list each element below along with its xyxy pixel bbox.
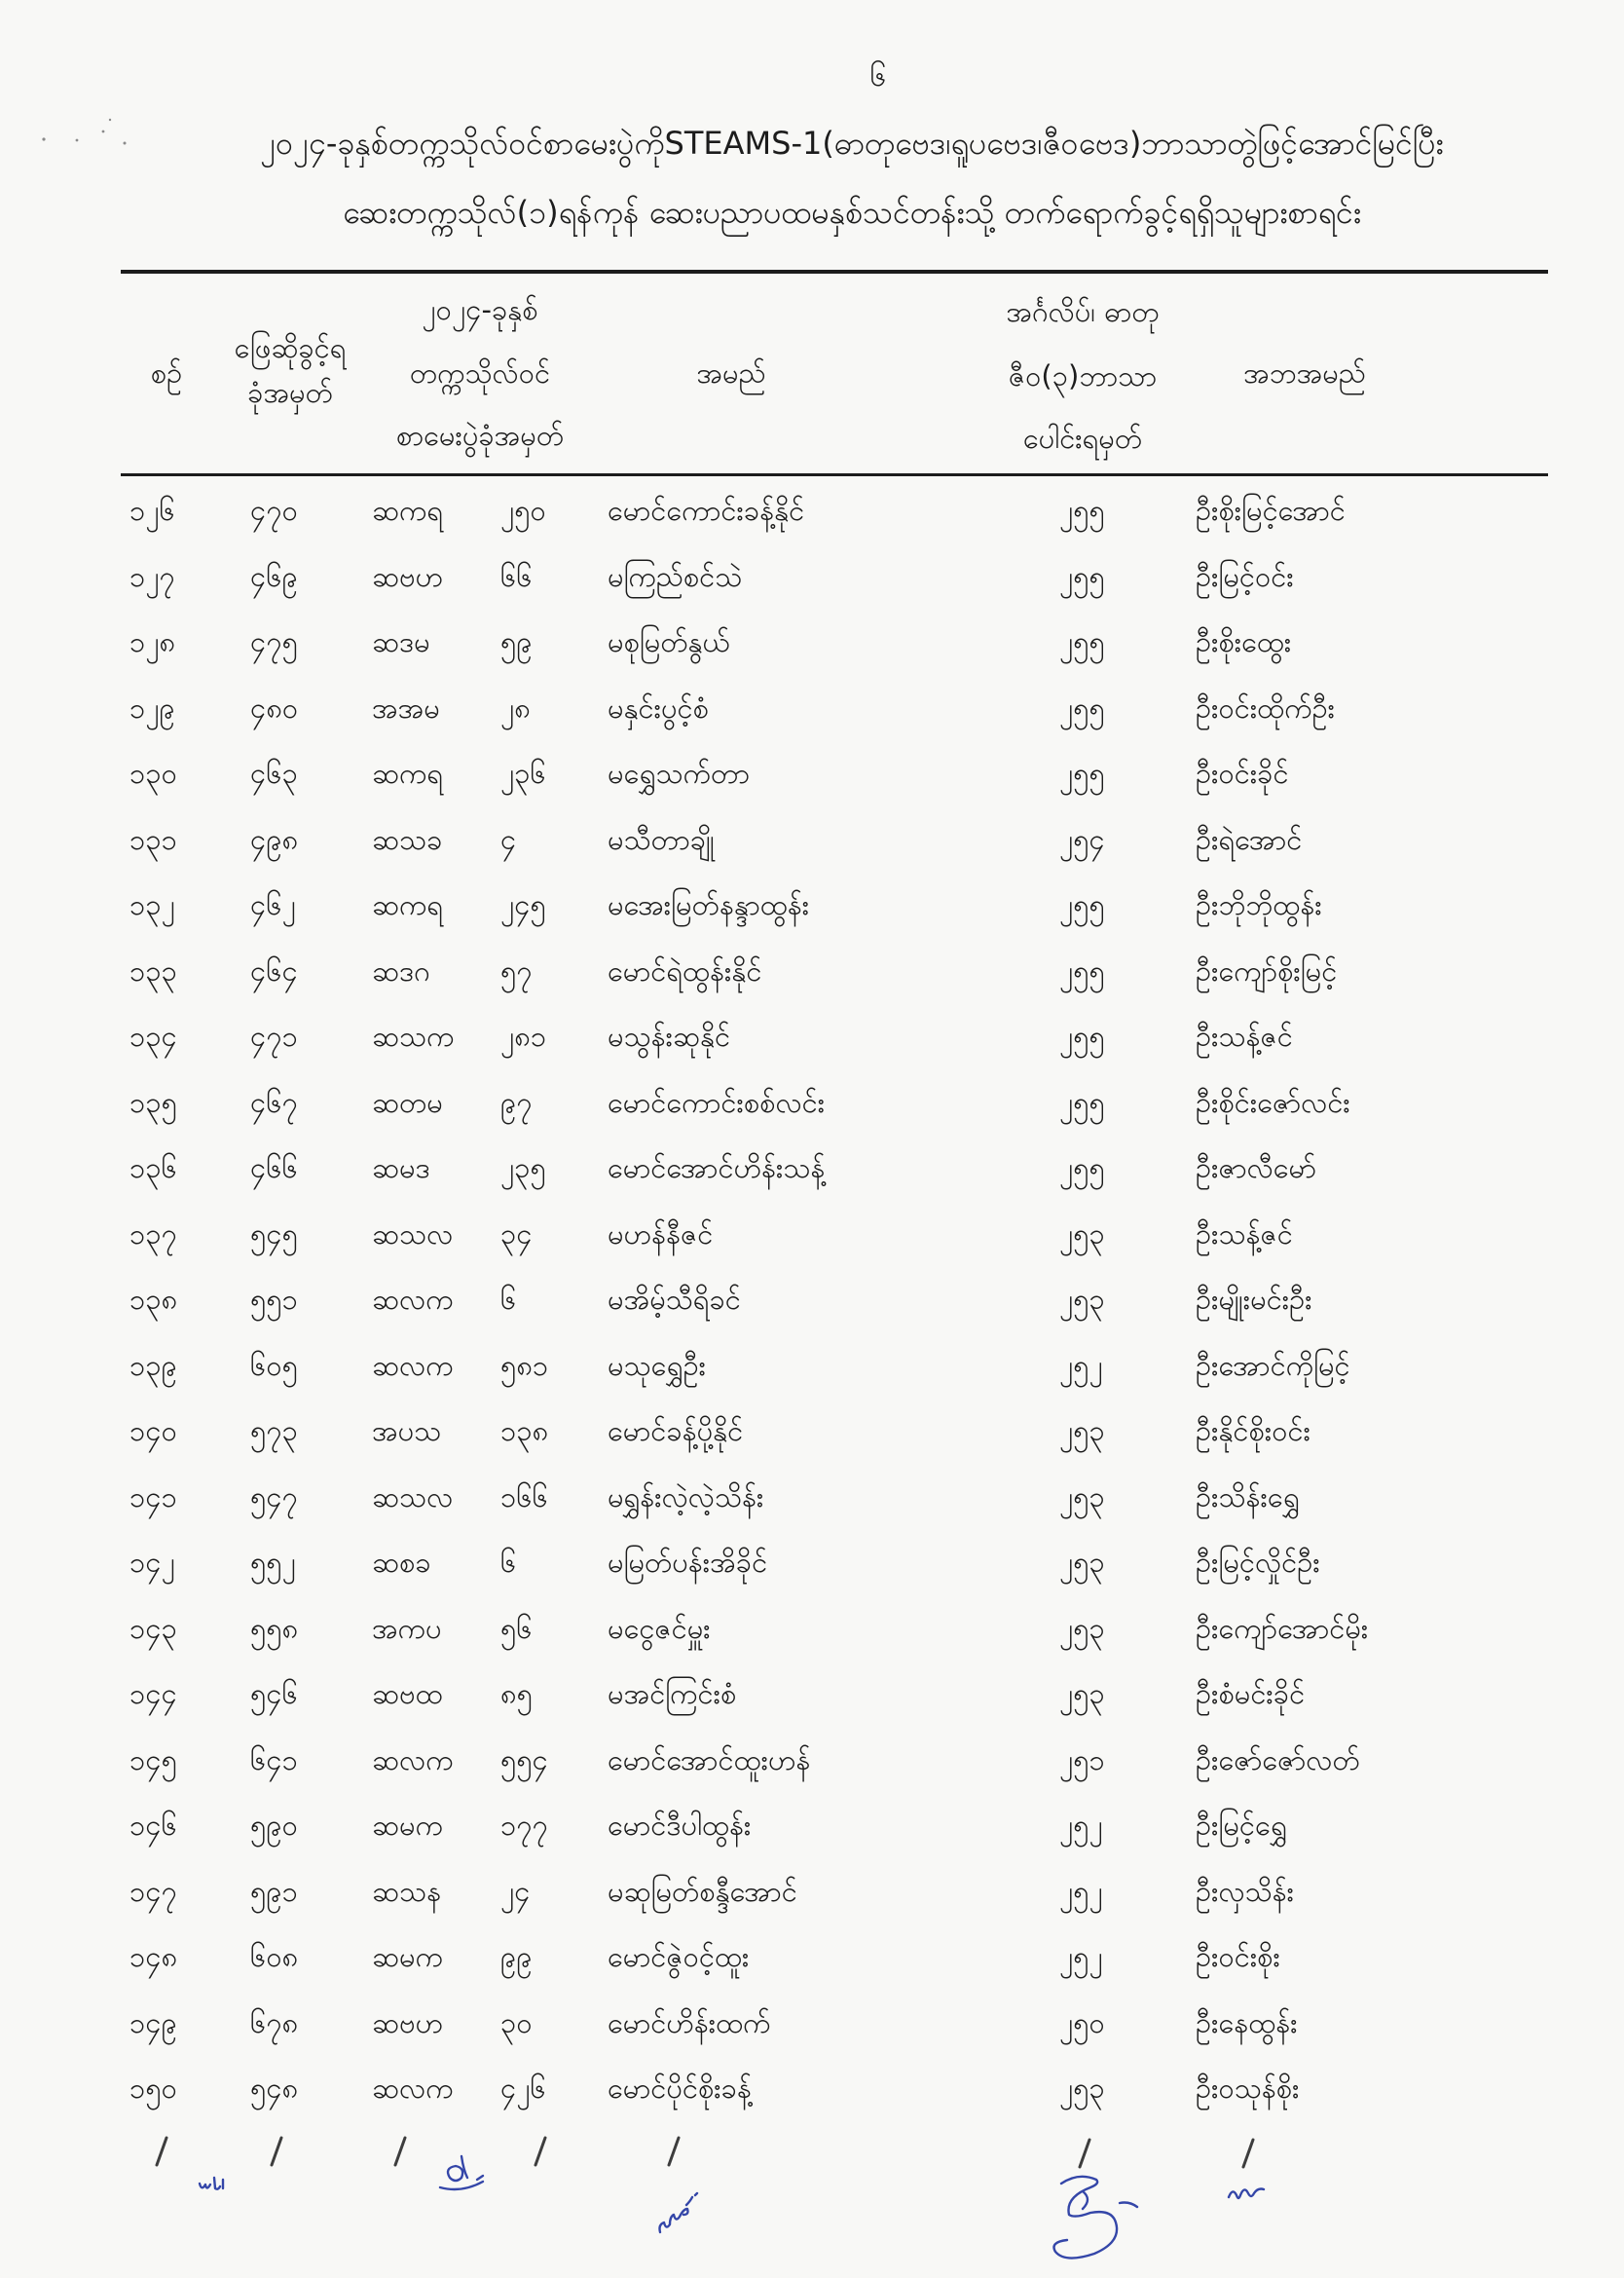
- table-row: [0, 1728, 1624, 1794]
- serial-number-cell: ၁၂၇: [129, 559, 175, 593]
- header-name: အမည်: [696, 356, 766, 390]
- table-row: [0, 1202, 1624, 1268]
- table-row: [0, 1267, 1624, 1333]
- exam-center-code-cell: အကပ: [372, 1611, 442, 1645]
- student-name-cell: မသုရွှေဦး: [608, 1348, 707, 1382]
- student-name-cell: မောင်ခန့်ပို့နိုင်: [608, 1414, 744, 1447]
- serial-number-cell: ၁၃၅: [129, 1085, 177, 1119]
- seat-number-cell: ၄၆၉: [250, 559, 298, 593]
- header-exam-number-line-3: စာမေးပွဲခုံအမှတ်: [395, 419, 565, 452]
- exam-center-code-cell: ဆလက: [372, 2072, 454, 2105]
- scan-specks: [29, 107, 146, 156]
- table-body: [0, 478, 1624, 2122]
- exam-number-cell: ၉၇: [500, 1085, 533, 1119]
- exam-number-cell: ၂၅၀: [500, 494, 546, 527]
- table-row: [0, 939, 1624, 1005]
- signature-mark-1: [200, 2178, 223, 2189]
- exam-center-code-cell: ဆသက: [372, 1020, 455, 1053]
- tick-mark: [1243, 2140, 1253, 2167]
- student-name-cell: မဟန်နီဇင်: [608, 1216, 714, 1251]
- serial-number-cell: ၁၃၆: [129, 1151, 177, 1184]
- exam-number-cell: ၄၂၆: [500, 2072, 546, 2105]
- seat-number-cell: ၄၉၈: [250, 822, 299, 856]
- student-name-cell: မမြတ်ပန်းအိခိုင်: [608, 1546, 768, 1579]
- father-name-cell: ဦးစိုင်းဇော်လင်း: [1196, 1085, 1350, 1119]
- table-row: [0, 1530, 1624, 1596]
- exam-number-cell: ၆: [500, 1546, 517, 1579]
- header-exam-number-line-2: တက္ကသိုလ်ဝင်: [409, 356, 551, 390]
- table-row: [0, 1924, 1624, 1991]
- father-name-cell: ဦးဝသုန်စိုး: [1196, 2072, 1300, 2105]
- table-row: [0, 1793, 1624, 1859]
- father-name-cell: ဦးစိုးထွေး: [1196, 625, 1292, 658]
- exam-center-code-cell: ဆလက: [372, 1348, 454, 1382]
- father-name-cell: ဦးရဲအောင်: [1196, 822, 1303, 856]
- total-score-cell: ၂၅၁: [1059, 1742, 1105, 1776]
- table-row: [0, 873, 1624, 939]
- exam-number-cell: ၂၃၆: [500, 757, 546, 790]
- table-row: [0, 676, 1624, 742]
- seat-number-cell: ၆၇၈: [250, 2005, 299, 2039]
- serial-number-cell: ၁၂၉: [129, 691, 175, 725]
- student-name-cell: မသွန်းဆုနိုင်: [608, 1020, 731, 1053]
- father-name-cell: ဦးကျော်စိုးမြင့်: [1196, 953, 1338, 988]
- tick-mark: [272, 2138, 281, 2165]
- student-name-cell: မောင်ဟိန်းထက်: [608, 2005, 771, 2039]
- header-total-score-line-3: ပေါင်းရမှတ်: [1022, 422, 1143, 455]
- total-score-cell: ၂၅၀: [1059, 2005, 1105, 2039]
- tick-marks: [157, 2138, 1253, 2167]
- tick-mark: [157, 2138, 166, 2165]
- serial-number-cell: ၁၂၆: [129, 494, 175, 527]
- total-score-cell: ၂၅၅: [1059, 1085, 1105, 1119]
- exam-number-cell: ၂၄၅: [500, 888, 546, 921]
- seat-number-cell: ၄၆၃: [250, 757, 298, 790]
- serial-number-cell: ၁၄၈: [129, 1940, 178, 1973]
- table-row: [0, 1136, 1624, 1202]
- student-name-cell: မအိမ့်သီရိခင်: [608, 1283, 741, 1316]
- student-name-cell: မနှင်းပွင့်စံ: [608, 691, 709, 725]
- exam-center-code-cell: ဆကရ: [372, 757, 444, 790]
- document-title-line-1: ၂၀၂၄-ခုနှစ်တက္ကသိုလ်ဝင်စာမေးပွဲကိုSTEAMS-1(ဓာတုဗေဒ၊ရူပဗေဒ၊ဇီဝဗေဒ)ဘာသာတွဲဖြင့်အောင်မြင်ပြီး: [260, 125, 1444, 162]
- father-name-cell: ဦးဝင်းစိုး: [1196, 1940, 1280, 1973]
- student-name-cell: မငွေဇင်မှူး: [608, 1611, 711, 1645]
- exam-center-code-cell: ဆကရ: [372, 888, 444, 921]
- seat-number-cell: ၅၅၂: [250, 1546, 296, 1579]
- total-score-cell: ၂၅၂: [1059, 1809, 1103, 1842]
- total-score-cell: ၂၅၃: [1059, 1414, 1105, 1447]
- student-name-cell: မောင်ကောင်းစစ်လင်း: [608, 1085, 826, 1119]
- exam-center-code-cell: အအမ: [372, 691, 440, 725]
- verification-marks: [0, 2123, 1624, 2278]
- table-row: [0, 2056, 1624, 2122]
- serial-number-cell: ၁၄၉: [129, 2005, 177, 2039]
- student-name-cell: မောင်အောင်ဟိန်းသန့်: [608, 1151, 826, 1184]
- exam-number-cell: ၅၈၁: [500, 1348, 549, 1382]
- exam-center-code-cell: ဆတမ: [372, 1085, 443, 1119]
- total-score-cell: ၂၅၂: [1059, 1348, 1103, 1382]
- table-row: [0, 1070, 1624, 1137]
- seat-number-cell: ၅၅၁: [250, 1283, 298, 1316]
- table-row: [0, 1333, 1624, 1400]
- signatures: [200, 2156, 1264, 2259]
- seat-number-cell: ၅၄၆: [250, 1677, 298, 1710]
- seat-number-cell: ၅၉၀: [250, 1809, 298, 1842]
- student-name-cell: မောင်ကောင်းခန့်နိုင်: [608, 494, 805, 527]
- exam-center-code-cell: ဆသန: [372, 1874, 442, 1908]
- tick-mark: [535, 2138, 545, 2165]
- seat-number-cell: ၅၅၈: [250, 1611, 299, 1645]
- exam-center-code-cell: ဆဗဟ: [372, 559, 443, 593]
- table-row: [0, 741, 1624, 807]
- tick-mark: [669, 2138, 679, 2165]
- table-row: [0, 478, 1624, 544]
- total-score-cell: ၂၅၃: [1059, 1546, 1105, 1579]
- exam-number-cell: ၅၅၄: [500, 1742, 548, 1776]
- exam-number-cell: ၁၃၈: [500, 1414, 549, 1447]
- total-score-cell: ၂၅၃: [1059, 1611, 1105, 1645]
- father-name-cell: ဦးကျော်အောင်မိုး: [1196, 1611, 1369, 1645]
- table-row: [0, 807, 1624, 874]
- header-father-name: အဘအမည်: [1243, 356, 1366, 390]
- exam-number-cell: ၂၃၅: [500, 1151, 546, 1184]
- student-name-cell: မောင်ပိုင်စိုးခန့်: [608, 2072, 752, 2105]
- seat-number-cell: ၄၇၁: [250, 1020, 298, 1053]
- total-score-cell: ၂၅၅: [1059, 1020, 1105, 1053]
- seat-number-cell: ၅၉၁: [250, 1874, 298, 1908]
- exam-center-code-cell: အပသ: [372, 1414, 442, 1447]
- seat-number-cell: ၅၄၅: [250, 1216, 298, 1251]
- serial-number-cell: ၁၄၃: [129, 1611, 177, 1645]
- serial-number-cell: ၁၄၇: [129, 1874, 177, 1908]
- father-name-cell: ဦးမျိုးမင်းဦး: [1196, 1283, 1312, 1316]
- table-row: [0, 1399, 1624, 1465]
- total-score-cell: ၂၅၃: [1059, 2072, 1105, 2105]
- exam-number-cell: ၉၉: [500, 1940, 533, 1973]
- table-row: [0, 1596, 1624, 1662]
- student-name-cell: မောင်ဇွဲဝင့်ထူး: [608, 1940, 750, 1973]
- student-name-cell: မစုမြတ်နွယ်: [608, 625, 730, 658]
- father-name-cell: ဦးဘိုဘိုထွန်း: [1196, 888, 1322, 921]
- total-score-cell: ၂၅၅: [1059, 559, 1105, 593]
- exam-center-code-cell: ဆလက: [372, 1283, 454, 1316]
- seat-number-cell: ၄၆၇: [250, 1085, 298, 1119]
- exam-center-code-cell: ဆဗထ: [372, 1677, 443, 1710]
- total-score-cell: ၂၅၄: [1059, 822, 1105, 856]
- total-score-cell: ၂၅၅: [1059, 1151, 1105, 1184]
- seat-number-cell: ၄၆၄: [250, 953, 298, 988]
- serial-number-cell: ၁၃၉: [129, 1348, 177, 1382]
- seat-number-cell: ၆၀၅: [250, 1348, 298, 1382]
- exam-number-cell: ၄: [500, 822, 517, 856]
- exam-center-code-cell: ဆသခ: [372, 822, 443, 856]
- table-row: [0, 1859, 1624, 1925]
- exam-number-cell: ၆၆: [500, 559, 533, 593]
- total-score-cell: ၂၅၅: [1059, 888, 1105, 921]
- seat-number-cell: ၄၇၅: [250, 625, 298, 658]
- exam-number-cell: ၁၆၆: [500, 1479, 548, 1513]
- serial-number-cell: ၁၅၀: [129, 2072, 177, 2105]
- table-row: [0, 1662, 1624, 1728]
- exam-center-code-cell: ဆသလ: [372, 1479, 454, 1513]
- page-number: ၆: [869, 59, 887, 93]
- father-name-cell: ဦးသန့်ဇင်: [1196, 1216, 1293, 1251]
- exam-number-cell: ၅၆: [500, 1611, 533, 1645]
- serial-number-cell: ၁၄၀: [129, 1414, 177, 1447]
- seat-number-cell: ၄၈၀: [250, 691, 299, 725]
- father-name-cell: ဦးနိုင်စိုးဝင်း: [1196, 1414, 1310, 1447]
- father-name-cell: ဦးဝင်းခိုင်: [1196, 757, 1289, 790]
- table-row: [0, 610, 1624, 676]
- exam-number-cell: ၆: [500, 1283, 517, 1316]
- exam-number-cell: ၃၄: [500, 1216, 533, 1251]
- seat-number-cell: ၅၄၈: [250, 2072, 299, 2105]
- seat-number-cell: ၆၄၁: [250, 1742, 298, 1776]
- table-row: [0, 544, 1624, 611]
- total-score-cell: ၂၅၂: [1059, 1874, 1103, 1908]
- serial-number-cell: ၁၄၁: [129, 1479, 177, 1513]
- table-row: [0, 1004, 1624, 1070]
- total-score-cell: ၂၅၅: [1059, 625, 1105, 658]
- document-title-line-2: ဆေးတက္ကသိုလ်(၁)ရန်ကုန် ဆေးပညာပထမနှစ်သင်တန်းသို့ တက်ရောက်ခွင့်ရရှိသူများစာရင်း: [343, 194, 1361, 231]
- total-score-cell: ၂၅၃: [1059, 1479, 1105, 1513]
- exam-center-code-cell: ဆဒဂ: [372, 953, 430, 988]
- student-name-cell: မအင်ကြင်းစံ: [608, 1677, 737, 1710]
- serial-number-cell: ၁၃၃: [129, 953, 177, 988]
- student-name-cell: မကြည်စင်သဲ: [608, 559, 743, 593]
- seat-number-cell: ၅၄၇: [250, 1479, 298, 1513]
- seat-number-cell: ၄၆၂: [250, 888, 296, 921]
- father-name-cell: ဦးလှသိန်း: [1196, 1874, 1295, 1908]
- father-name-cell: ဦးသိန်းရွှေ: [1196, 1479, 1300, 1513]
- student-name-cell: မရွှေသက်တာ: [608, 757, 751, 790]
- father-name-cell: ဦးဇော်ဇော်လတ်: [1196, 1742, 1360, 1776]
- header-exam-number-line-1: ၂၀၂၄-ခုနှစ်: [422, 293, 538, 326]
- exam-number-cell: ၈၅: [500, 1677, 533, 1710]
- exam-number-cell: ၁၇၇: [500, 1809, 548, 1842]
- student-name-cell: မရွှန်းလဲ့လဲ့သိန်း: [608, 1479, 764, 1513]
- signature-mark-2: [440, 2156, 483, 2189]
- student-name-cell: မောင်ရဲထွန်းနိုင်: [608, 953, 762, 988]
- father-name-cell: ဦးစံမင်းခိုင်: [1196, 1677, 1306, 1710]
- total-score-cell: ၂၅၃: [1059, 1677, 1105, 1710]
- table-header-rule: [121, 473, 1548, 476]
- header-total-score-line-1: အင်္ဂလိပ်၊ ဓာတု: [1006, 295, 1160, 328]
- serial-number-cell: ၁၄၂: [129, 1546, 175, 1579]
- exam-center-code-cell: ဆသလ: [372, 1216, 454, 1251]
- exam-center-code-cell: ဆစခ: [372, 1546, 431, 1579]
- total-score-cell: ၂၅၃: [1059, 1216, 1105, 1251]
- exam-number-cell: ၂၈၁: [500, 1020, 547, 1053]
- serial-number-cell: ၁၄၄: [129, 1677, 177, 1710]
- header-seat-number-line-1: ဖြေဆိုခွင့်ရ: [234, 331, 347, 364]
- signature-mark-5: [1229, 2189, 1264, 2199]
- total-score-cell: ၂၅၅: [1059, 757, 1105, 790]
- exam-center-code-cell: ဆကရ: [372, 494, 444, 527]
- seat-number-cell: ၆၀၈: [250, 1940, 299, 1973]
- total-score-cell: ၂၅၅: [1059, 953, 1105, 988]
- total-score-cell: ၂၅၅: [1059, 494, 1105, 527]
- signature-mark-3: [660, 2193, 698, 2232]
- student-name-cell: မောင်အောင်ထူးဟန်: [608, 1742, 811, 1776]
- exam-center-code-cell: ဆဗဟ: [372, 2005, 443, 2039]
- seat-number-cell: ၄၆၆: [250, 1151, 298, 1184]
- exam-center-code-cell: ဆလက: [372, 1742, 454, 1776]
- father-name-cell: ဦးဇာလီမော်: [1196, 1151, 1317, 1184]
- exam-number-cell: ၅၇: [500, 953, 533, 988]
- father-name-cell: ဦးသန့်ဇင်: [1196, 1020, 1293, 1053]
- total-score-cell: ၂၅၅: [1059, 691, 1105, 725]
- father-name-cell: ဦးအောင်ကိုမြင့်: [1196, 1348, 1350, 1382]
- header-seat-number-line-2: ခုံအမှတ်: [247, 376, 333, 409]
- table-row: [0, 1465, 1624, 1531]
- seat-number-cell: ၅၇၃: [250, 1414, 298, 1447]
- father-name-cell: ဦးစိုးမြင့်အောင်: [1196, 494, 1346, 527]
- serial-number-cell: ၁၃၄: [129, 1020, 177, 1053]
- exam-number-cell: ၂၈: [500, 691, 531, 725]
- father-name-cell: ဦးမြင့်လှိုင်ဦး: [1196, 1546, 1320, 1579]
- serial-number-cell: ၁၃၂: [129, 888, 175, 921]
- father-name-cell: ဦးဝင်းထိုက်ဦး: [1196, 691, 1336, 725]
- exam-number-cell: ၅၉: [500, 625, 533, 658]
- header-serial-number: စဉ်: [150, 356, 183, 390]
- father-name-cell: ဦးမြင့်ဝင်း: [1196, 559, 1294, 593]
- father-name-cell: ဦးနေထွန်း: [1196, 2005, 1298, 2039]
- serial-number-cell: ၁၃၇: [129, 1216, 177, 1251]
- signature-mark-4: [1054, 2177, 1138, 2259]
- exam-number-cell: ၃၀: [500, 2005, 533, 2039]
- table-row: [0, 1991, 1624, 2057]
- student-name-cell: မအေးမြတ်နန္ဒာထွန်း: [608, 888, 810, 921]
- student-name-cell: မောင်ဒီပါထွန်း: [608, 1809, 752, 1842]
- student-name-cell: မဆုမြတ်စန္ဒီအောင်: [608, 1874, 797, 1908]
- serial-number-cell: ၁၂၈: [129, 625, 176, 658]
- serial-number-cell: ၁၄၆: [129, 1809, 177, 1842]
- serial-number-cell: ၁၃၀: [129, 757, 177, 790]
- student-name-cell: မသီတာချို: [608, 822, 715, 856]
- tick-mark: [395, 2138, 405, 2165]
- exam-center-code-cell: ဆမက: [372, 1940, 443, 1973]
- exam-center-code-cell: ဆမက: [372, 1809, 443, 1842]
- serial-number-cell: ၁၄၅: [129, 1742, 177, 1776]
- header-total-score-line-2: ဇီဝ(၃)ဘာသာ: [1008, 359, 1158, 392]
- exam-number-cell: ၂၄: [500, 1874, 531, 1908]
- exam-center-code-cell: ဆဒမ: [372, 625, 430, 658]
- exam-center-code-cell: ဆမဒ: [372, 1151, 430, 1184]
- total-score-cell: ၂၅၃: [1059, 1283, 1105, 1316]
- serial-number-cell: ၁၃၈: [129, 1283, 178, 1316]
- table-top-rule: [121, 270, 1548, 274]
- tick-mark: [1080, 2140, 1089, 2167]
- seat-number-cell: ၄၇၀: [250, 494, 298, 527]
- total-score-cell: ၂၅၂: [1059, 1940, 1103, 1973]
- father-name-cell: ဦးမြင့်ရွှေ: [1196, 1809, 1287, 1842]
- serial-number-cell: ၁၃၁: [129, 822, 177, 856]
